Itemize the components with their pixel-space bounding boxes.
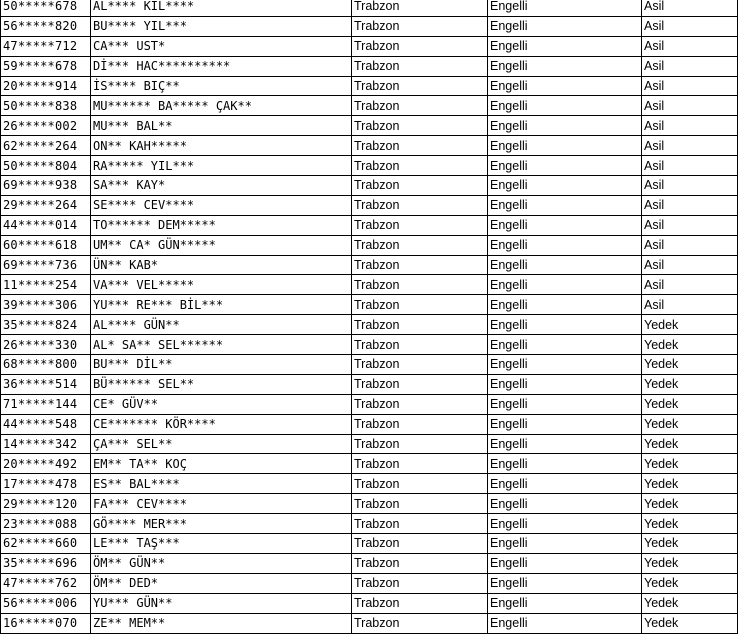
category-cell: Engelli <box>488 374 642 394</box>
masked-name-cell: YU*** GÜN** <box>91 593 352 613</box>
category-cell: Engelli <box>488 16 642 36</box>
table-row <box>1 374 738 394</box>
category-cell: Engelli <box>488 275 642 295</box>
status-cell: Asil <box>642 16 738 36</box>
city-cell: Trabzon <box>352 613 488 633</box>
city-cell: Trabzon <box>352 454 488 474</box>
table-row <box>1 454 738 474</box>
table-row <box>1 335 738 355</box>
category-cell: Engelli <box>488 434 642 454</box>
masked-id-cell: 69*****938 <box>1 176 91 196</box>
table-row <box>1 275 738 295</box>
category-cell: Engelli <box>488 235 642 255</box>
status-cell: Asil <box>642 0 738 16</box>
status-cell: Asil <box>642 176 738 196</box>
masked-id-cell: 35*****696 <box>1 553 91 573</box>
status-cell: Yedek <box>642 613 738 633</box>
masked-id-cell: 47*****712 <box>1 36 91 56</box>
masked-id-cell: 29*****264 <box>1 195 91 215</box>
masked-id-cell: 71*****144 <box>1 394 91 414</box>
masked-name-cell: YU*** RE*** BİL*** <box>91 295 352 315</box>
masked-id-cell: 16*****070 <box>1 613 91 633</box>
results-table-body <box>1 0 738 633</box>
table-row <box>1 76 738 96</box>
masked-name-cell: CE* GÜV** <box>91 394 352 414</box>
masked-id-cell: 26*****330 <box>1 335 91 355</box>
status-cell: Yedek <box>642 514 738 534</box>
masked-name-cell: GÖ**** MER*** <box>91 514 352 534</box>
status-cell: Yedek <box>642 454 738 474</box>
category-cell: Engelli <box>488 394 642 414</box>
city-cell: Trabzon <box>352 176 488 196</box>
table-row <box>1 474 738 494</box>
masked-name-cell: SA*** KAY* <box>91 176 352 196</box>
masked-name-cell: TO****** DEM***** <box>91 215 352 235</box>
category-cell: Engelli <box>488 215 642 235</box>
category-cell: Engelli <box>488 335 642 355</box>
table-row <box>1 514 738 534</box>
masked-id-cell: 44*****548 <box>1 414 91 434</box>
category-cell: Engelli <box>488 414 642 434</box>
status-cell: Asil <box>642 96 738 116</box>
city-cell: Trabzon <box>352 136 488 156</box>
city-cell: Trabzon <box>352 593 488 613</box>
masked-name-cell: Dİ*** HAC********** <box>91 56 352 76</box>
city-cell: Trabzon <box>352 96 488 116</box>
city-cell: Trabzon <box>352 414 488 434</box>
category-cell: Engelli <box>488 156 642 176</box>
category-cell: Engelli <box>488 195 642 215</box>
masked-id-cell: 29*****120 <box>1 494 91 514</box>
masked-name-cell: MU*** BAL** <box>91 116 352 136</box>
status-cell: Asil <box>642 156 738 176</box>
category-cell: Engelli <box>488 593 642 613</box>
masked-id-cell: 17*****478 <box>1 474 91 494</box>
category-cell: Engelli <box>488 116 642 136</box>
table-row <box>1 573 738 593</box>
city-cell: Trabzon <box>352 0 488 16</box>
category-cell: Engelli <box>488 76 642 96</box>
city-cell: Trabzon <box>352 295 488 315</box>
masked-name-cell: ZE** MEM** <box>91 613 352 633</box>
table-row <box>1 195 738 215</box>
status-cell: Asil <box>642 255 738 275</box>
status-cell: Asil <box>642 275 738 295</box>
table-row <box>1 494 738 514</box>
masked-name-cell: ON** KAH***** <box>91 136 352 156</box>
masked-id-cell: 14*****342 <box>1 434 91 454</box>
masked-name-cell: MU****** BA***** ÇAK** <box>91 96 352 116</box>
status-cell: Yedek <box>642 434 738 454</box>
city-cell: Trabzon <box>352 553 488 573</box>
table-row <box>1 593 738 613</box>
masked-name-cell: LE*** TAŞ*** <box>91 534 352 554</box>
city-cell: Trabzon <box>352 355 488 375</box>
city-cell: Trabzon <box>352 195 488 215</box>
masked-id-cell: 44*****014 <box>1 215 91 235</box>
masked-id-cell: 36*****514 <box>1 374 91 394</box>
masked-name-cell: ÖM** GÜN** <box>91 553 352 573</box>
status-cell: Asil <box>642 76 738 96</box>
category-cell: Engelli <box>488 56 642 76</box>
masked-id-cell: 20*****492 <box>1 454 91 474</box>
status-cell: Yedek <box>642 593 738 613</box>
masked-id-cell: 11*****254 <box>1 275 91 295</box>
category-cell: Engelli <box>488 553 642 573</box>
category-cell: Engelli <box>488 454 642 474</box>
masked-name-cell: SE**** CEV**** <box>91 195 352 215</box>
table-row <box>1 295 738 315</box>
status-cell: Yedek <box>642 315 738 335</box>
city-cell: Trabzon <box>352 374 488 394</box>
masked-name-cell: ÖM** DED* <box>91 573 352 593</box>
masked-id-cell: 68*****800 <box>1 355 91 375</box>
table-row <box>1 36 738 56</box>
status-cell: Yedek <box>642 474 738 494</box>
city-cell: Trabzon <box>352 116 488 136</box>
table-row <box>1 176 738 196</box>
masked-name-cell: CE******* KÖR**** <box>91 414 352 434</box>
city-cell: Trabzon <box>352 474 488 494</box>
masked-id-cell: 47*****762 <box>1 573 91 593</box>
table-row <box>1 553 738 573</box>
status-cell: Yedek <box>642 394 738 414</box>
table-row <box>1 215 738 235</box>
masked-name-cell: BU**** YIL*** <box>91 16 352 36</box>
masked-id-cell: 35*****824 <box>1 315 91 335</box>
table-row <box>1 534 738 554</box>
masked-id-cell: 50*****804 <box>1 156 91 176</box>
masked-id-cell: 60*****618 <box>1 235 91 255</box>
masked-id-cell: 20*****914 <box>1 76 91 96</box>
table-row <box>1 56 738 76</box>
city-cell: Trabzon <box>352 573 488 593</box>
city-cell: Trabzon <box>352 36 488 56</box>
category-cell: Engelli <box>488 36 642 56</box>
city-cell: Trabzon <box>352 514 488 534</box>
table-row <box>1 255 738 275</box>
category-cell: Engelli <box>488 573 642 593</box>
city-cell: Trabzon <box>352 16 488 36</box>
city-cell: Trabzon <box>352 275 488 295</box>
status-cell: Asil <box>642 295 738 315</box>
category-cell: Engelli <box>488 315 642 335</box>
masked-id-cell: 62*****660 <box>1 534 91 554</box>
masked-name-cell: AL**** KIL**** <box>91 0 352 16</box>
status-cell: Asil <box>642 56 738 76</box>
table-row <box>1 434 738 454</box>
masked-name-cell: VA*** VEL***** <box>91 275 352 295</box>
masked-id-cell: 62*****264 <box>1 136 91 156</box>
masked-id-cell: 56*****820 <box>1 16 91 36</box>
table-row <box>1 414 738 434</box>
status-cell: Yedek <box>642 414 738 434</box>
table-row <box>1 136 738 156</box>
city-cell: Trabzon <box>352 215 488 235</box>
city-cell: Trabzon <box>352 156 488 176</box>
city-cell: Trabzon <box>352 235 488 255</box>
category-cell: Engelli <box>488 136 642 156</box>
masked-name-cell: ES** BAL**** <box>91 474 352 494</box>
status-cell: Yedek <box>642 553 738 573</box>
table-row <box>1 355 738 375</box>
masked-id-cell: 39*****306 <box>1 295 91 315</box>
category-cell: Engelli <box>488 295 642 315</box>
city-cell: Trabzon <box>352 255 488 275</box>
masked-name-cell: BÜ****** SEL** <box>91 374 352 394</box>
city-cell: Trabzon <box>352 494 488 514</box>
table-row <box>1 0 738 16</box>
status-cell: Yedek <box>642 573 738 593</box>
status-cell: Asil <box>642 215 738 235</box>
masked-id-cell: 69*****736 <box>1 255 91 275</box>
category-cell: Engelli <box>488 355 642 375</box>
masked-name-cell: İS**** BIÇ** <box>91 76 352 96</box>
masked-name-cell: RA***** YIL*** <box>91 156 352 176</box>
masked-name-cell: EM** TA** KOÇ <box>91 454 352 474</box>
category-cell: Engelli <box>488 613 642 633</box>
masked-name-cell: FA*** CEV**** <box>91 494 352 514</box>
status-cell: Yedek <box>642 355 738 375</box>
masked-id-cell: 23*****088 <box>1 514 91 534</box>
city-cell: Trabzon <box>352 394 488 414</box>
table-row <box>1 16 738 36</box>
status-cell: Asil <box>642 116 738 136</box>
masked-name-cell: AL**** GÜN** <box>91 315 352 335</box>
city-cell: Trabzon <box>352 315 488 335</box>
category-cell: Engelli <box>488 0 642 16</box>
masked-name-cell: CA*** UST* <box>91 36 352 56</box>
status-cell: Yedek <box>642 335 738 355</box>
category-cell: Engelli <box>488 176 642 196</box>
masked-name-cell: AL* SA** SEL****** <box>91 335 352 355</box>
status-cell: Yedek <box>642 374 738 394</box>
table-row <box>1 394 738 414</box>
status-cell: Yedek <box>642 534 738 554</box>
masked-id-cell: 26*****002 <box>1 116 91 136</box>
table-row <box>1 613 738 633</box>
table-row <box>1 235 738 255</box>
category-cell: Engelli <box>488 96 642 116</box>
city-cell: Trabzon <box>352 56 488 76</box>
masked-id-cell: 50*****838 <box>1 96 91 116</box>
masked-id-cell: 56*****006 <box>1 593 91 613</box>
masked-id-cell: 50*****678 <box>1 0 91 16</box>
table-row <box>1 315 738 335</box>
category-cell: Engelli <box>488 474 642 494</box>
status-cell: Asil <box>642 235 738 255</box>
status-cell: Yedek <box>642 494 738 514</box>
table-row <box>1 156 738 176</box>
city-cell: Trabzon <box>352 76 488 96</box>
table-row <box>1 96 738 116</box>
masked-name-cell: ÇA*** SEL** <box>91 434 352 454</box>
masked-name-cell: ÜN** KAB* <box>91 255 352 275</box>
status-cell: Asil <box>642 195 738 215</box>
masked-id-cell: 59*****678 <box>1 56 91 76</box>
masked-name-cell: UM** CA* GÜN***** <box>91 235 352 255</box>
category-cell: Engelli <box>488 534 642 554</box>
table-row <box>1 116 738 136</box>
category-cell: Engelli <box>488 514 642 534</box>
category-cell: Engelli <box>488 255 642 275</box>
status-cell: Asil <box>642 36 738 56</box>
city-cell: Trabzon <box>352 335 488 355</box>
category-cell: Engelli <box>488 494 642 514</box>
status-cell: Asil <box>642 136 738 156</box>
city-cell: Trabzon <box>352 534 488 554</box>
city-cell: Trabzon <box>352 434 488 454</box>
masked-name-cell: BU*** DİL** <box>91 355 352 375</box>
